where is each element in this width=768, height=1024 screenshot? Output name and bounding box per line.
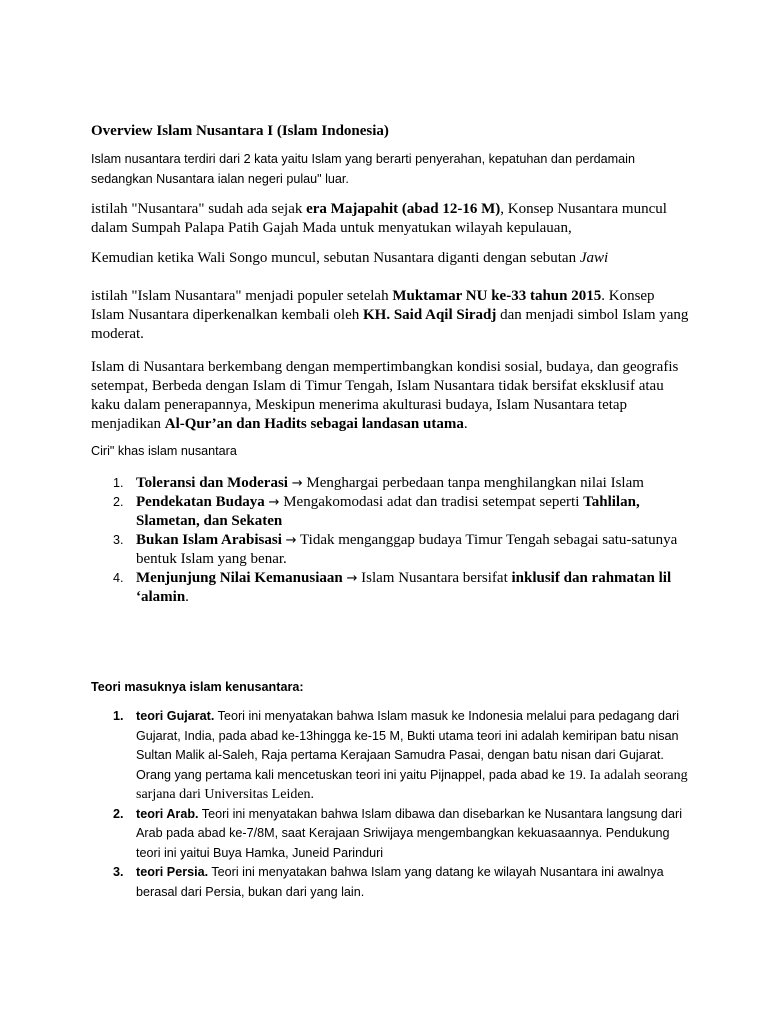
ciri-item: 4. Menjunjung Nilai Kemanusiaan → Islam Nusantara bersifat inklusif dan rahmatan lil ‘alamin. <box>113 570 672 605</box>
development-paragraph: Islam di Nusantara berkembang dengan mempertimbangkan kondisi sosial, budaya, dan geografis setempat, Berbeda dengan Islam di Timur Tengah, Islam Nusantara tidak bersifat eksklusif atau kaku dalam penerapannya, Meskipun menerima akulturasi budaya, Islam Nusantara tetap menjadikan Al-Qur’an dan Hadits sebagai landasan utama. <box>91 359 679 432</box>
arrow-icon: → <box>285 533 297 548</box>
nusantara-paragraph: istilah "Nusantara" sudah ada sejak era Majapahit (abad 12-16 M), Konsep Nusantara muncul dalam Sumpah Palapa Patih Gajah Mada untuk menyatukan wilayah kepulauan, <box>91 201 667 236</box>
teori-item: 1. teori Gujarat. Teori ini menyatakan bahwa Islam masuk ke Indonesia melalui para pedagang dari Gujarat, India, pada abad ke-13hingga ke-15 M, Bukti utama teori ini adalah kemiripan batu nisan Sultan Malik al-Saleh, Raja pertama Kerajaan Samudra Pasai, dengan batu nisan dari Gujarat. Orang yang pertama kali mencetuskan teori ini yaitu Pijnappel, pada abad ke 19. Ia adalah seorang sarjana dari Universitas Leiden. <box>113 709 688 802</box>
document-title: Overview Islam Nusantara I (Islam Indonesia) <box>91 123 389 139</box>
ciri-list <box>91 474 691 607</box>
list-number: 2. <box>113 495 124 509</box>
ciri-heading: Ciri" khas islam nusantara <box>91 444 237 458</box>
list-number: 3. <box>113 533 124 547</box>
list-number: 4. <box>113 571 124 585</box>
teori-list <box>91 707 691 902</box>
list-number: 2. <box>113 806 124 821</box>
ciri-item: 3. Bukan Islam Arabisasi → Tidak menganggap budaya Timur Tengah sebagai satu-satunya bentuk Islam yang benar. <box>113 532 678 567</box>
teori-item: 3. teori Persia. Teori ini menyatakan bahwa Islam yang datang ke wilayah Nusantara ini awalnya berasal dari Persia, bukan dari yang lain. <box>113 865 664 899</box>
list-number: 3. <box>113 865 124 879</box>
wali-songo-paragraph: Kemudian ketika Wali Songo muncul, sebutan Nusantara diganti dengan sebutan Jawi <box>91 250 609 266</box>
arrow-icon: → <box>291 476 303 491</box>
ciri-item: 2. Pendekatan Budaya → Mengakomodasi adat dan tradisi setempat seperti Tahlilan, Slametan, dan Sekaten <box>113 494 640 529</box>
islam-nusantara-paragraph: istilah "Islam Nusantara" menjadi populer setelah Muktamar NU ke-33 tahun 2015. Konsep Islam Nusantara diperkenalkan kembali oleh KH. Said Aqil Siradj dan menjadi simbol Islam yang moderat. <box>91 288 689 342</box>
intro-paragraph: Islam nusantara terdiri dari 2 kata yaitu Islam yang berarti penyerahan, kepatuhan dan perdamain sedangkan Nusantara ialan negeri pulau" luar. <box>91 152 635 186</box>
arrow-icon: → <box>346 571 358 586</box>
arrow-icon: → <box>268 495 280 510</box>
ciri-item: 1. Toleransi dan Moderasi → Menghargai perbedaan tanpa menghilangkan nilai Islam <box>91 474 691 493</box>
list-number: 1. <box>113 709 124 723</box>
list-number: 1. <box>113 476 124 490</box>
teori-item: 2. teori Arab. Teori ini menyatakan bahwa Islam dibawa dan disebarkan ke Nusantara langsung dari Arab pada abad ke-7/8M, saat Kerajaan Sriwijaya mengembangkan kekuasaannya. Pendukung teori ini yaitui Buya Hamka, Juneid Parinduri <box>113 806 683 860</box>
teori-heading: Teori masuknya islam kenusantara: <box>91 680 304 694</box>
